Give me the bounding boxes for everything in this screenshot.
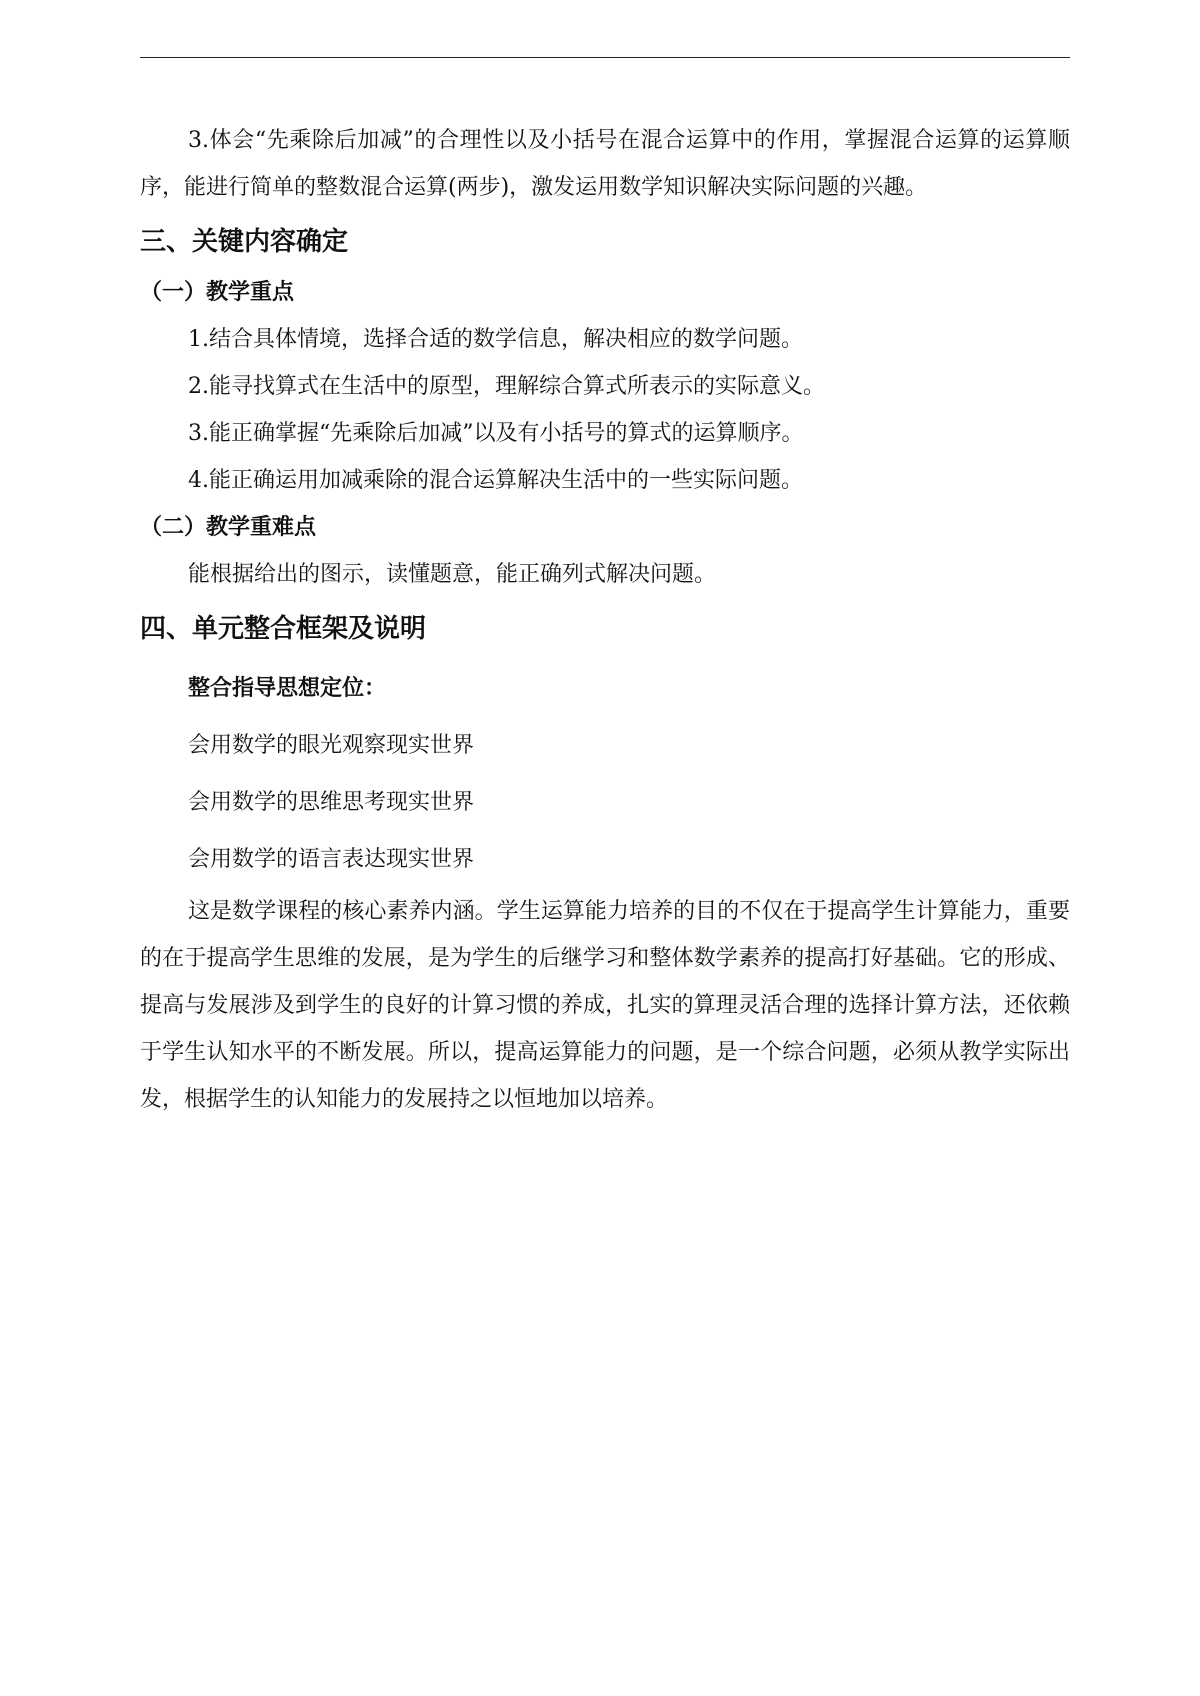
difficult-points-heading: （二）教学重难点 <box>140 515 317 540</box>
key-points-heading: （一）教学重点 <box>140 280 295 305</box>
guide-title: 整合指导思想定位： <box>188 676 387 701</box>
key-point-3: 3.能正确掌握“先乘除后加减”以及有小括号的算式的运算顺序。 <box>188 421 804 446</box>
difficult-point-text: 能根据给出的图示，读懂题意，能正确列式解决问题。 <box>188 562 717 587</box>
header-rule <box>140 57 1070 58</box>
key-point-2: 2.能寻找算式在生活中的原型，理解综合算式所表示的实际意义。 <box>188 374 825 399</box>
guide-line-express: 会用数学的语言表达现实世界 <box>188 847 475 872</box>
core-literacy-paragraph: 这是数学课程的核心素养内涵。学生运算能力培养的目的不仅在于提高学生计算能力，重要的在于提高学生思维的发展，是为学生的后继学习和整体数学素养的提高打好基础。它的形成、提高与发展涉及到学生的良好的计算习惯的养成，扎实的算理灵活合理的选择计算方法，还依赖于学生认知水平的不断发展。所以，提高运算能力的问题，是一个综合问题，必须从教学实际出发，根据学生的认知能力的发展持之以恒地加以培养。 <box>140 899 1070 1112</box>
guide-line-observe: 会用数学的眼光观察现实世界 <box>188 733 475 758</box>
section-3-heading: 三、关键内容确定 <box>140 227 349 257</box>
goal-item-3: 3.体会“先乘除后加减”的合理性以及小括号在混合运算中的作用，掌握混合运算的运算顺序，能进行简单的整数混合运算(两步)，激发运用数学知识解决实际问题的兴趣。 <box>140 128 1070 200</box>
section-4-heading: 四、单元整合框架及说明 <box>140 614 427 644</box>
key-point-4: 4.能正确运用加减乘除的混合运算解决生活中的一些实际问题。 <box>188 468 803 493</box>
guide-line-think: 会用数学的思维思考现实世界 <box>188 790 475 815</box>
page-content <box>140 117 1070 1123</box>
key-point-1: 1.结合具体情境，选择合适的数学信息，解决相应的数学问题。 <box>188 327 803 352</box>
